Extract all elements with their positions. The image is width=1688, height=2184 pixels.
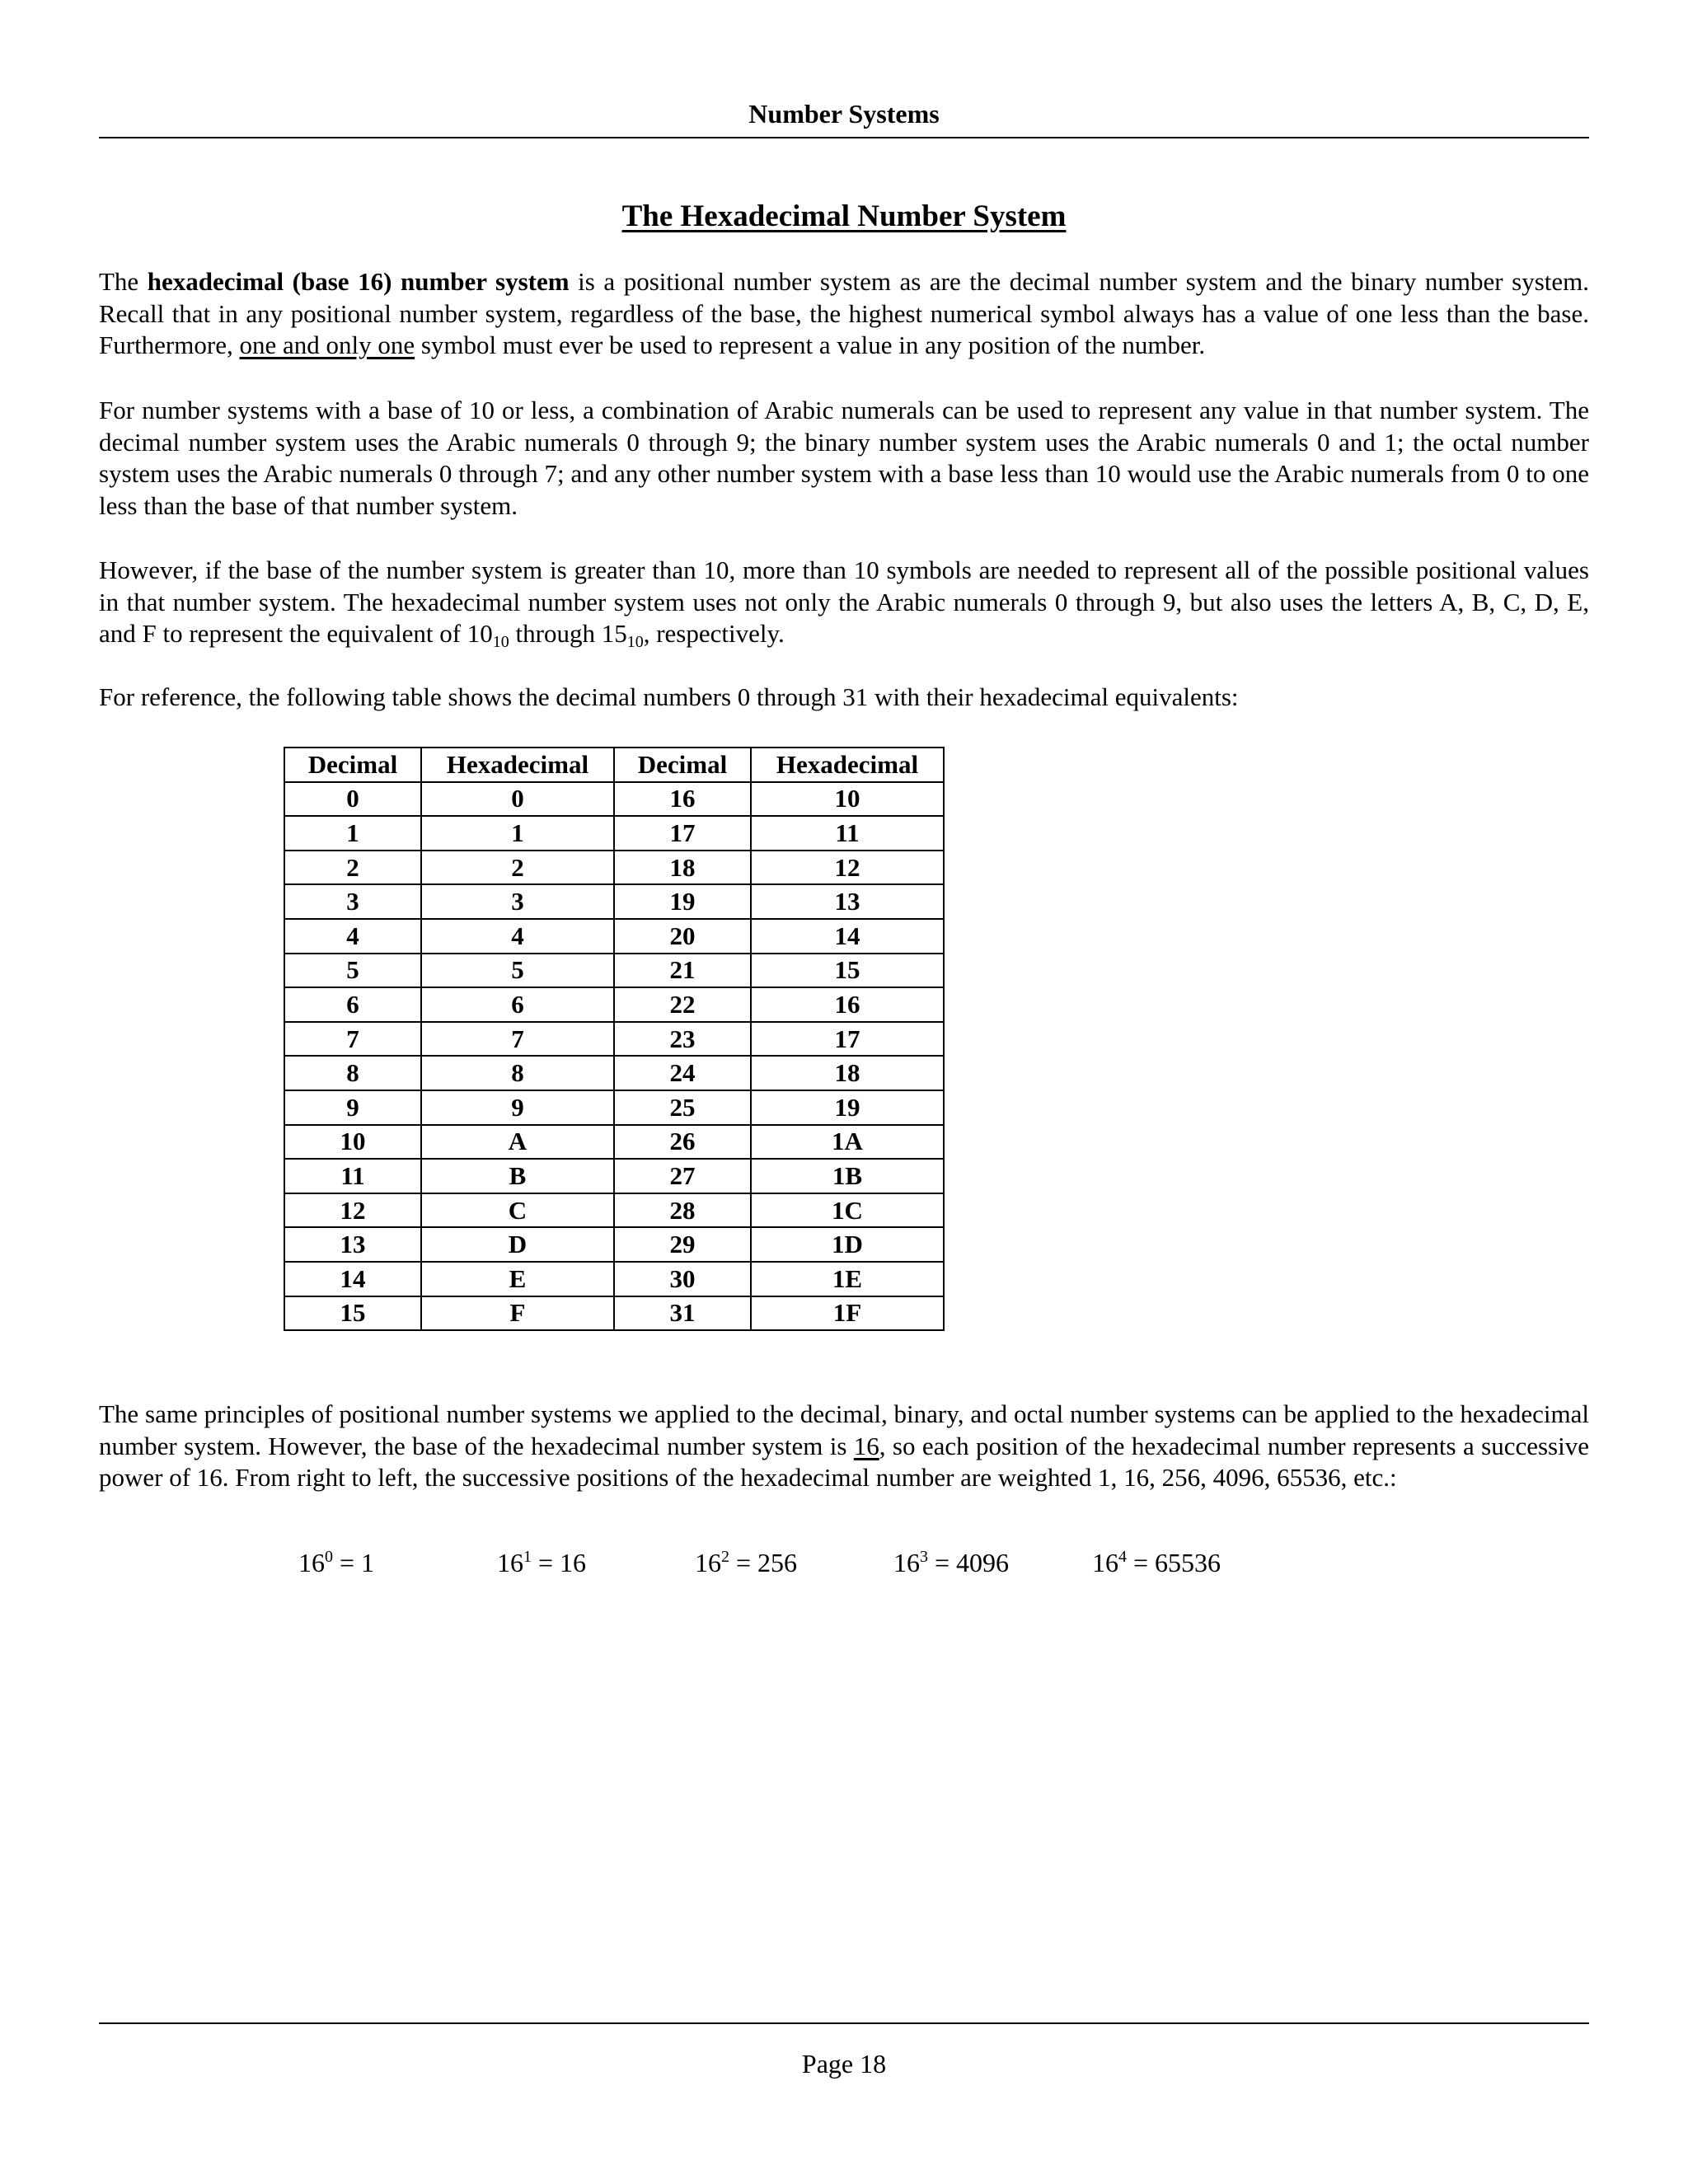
footer-rule (99, 2022, 1589, 2024)
weights-text-1: The same principles of positional number systems we applied to the decimal, binary, and octal number systems can be applied to the hexadecimal number system. However, the base of the hexadecimal number system is (99, 1399, 1589, 1460)
table-cell: 14 (284, 1262, 421, 1296)
column-header: Hexadecimal (751, 748, 944, 782)
table-cell: 1D (751, 1227, 944, 1262)
table-row (284, 1022, 944, 1057)
table-row (284, 1227, 944, 1262)
subscript-base-1: 10 (492, 633, 509, 651)
table-row (284, 987, 944, 1022)
table-cell: 4 (284, 919, 421, 954)
table-row (284, 816, 944, 851)
power-base: 16 (695, 1548, 721, 1577)
power-value: = 256 (729, 1548, 798, 1577)
intro-text-2: is a positional number system as are the decimal number system and the binary number system. Recall that in any positional number system, regardless of the base, the highest numerical symbol always has a value of one less than the base. Furthermore, (99, 267, 1589, 359)
table-row (284, 1056, 944, 1090)
power-of-16-term (1092, 1546, 1221, 1579)
table-cell: 18 (614, 851, 751, 885)
page-title: The Hexadecimal Number System (621, 199, 1067, 233)
table-cell: B (421, 1159, 614, 1193)
power-exponent: 0 (325, 1548, 333, 1566)
table-cell: 8 (284, 1056, 421, 1090)
table-cell: 21 (614, 954, 751, 988)
table-cell: 13 (284, 1227, 421, 1262)
table-cell: 23 (614, 1022, 751, 1057)
table-cell: 7 (421, 1022, 614, 1057)
table-cell: 19 (614, 884, 751, 919)
table-cell: 3 (284, 884, 421, 919)
letters-text-3: , respectively. (643, 619, 785, 648)
intro-text-3: symbol must ever be used to represent a value in any position of the number. (415, 330, 1206, 359)
table-row (284, 1090, 944, 1125)
power-base: 16 (497, 1548, 523, 1577)
power-base: 16 (298, 1548, 325, 1577)
table-cell: 1A (751, 1125, 944, 1160)
power-base: 16 (893, 1548, 920, 1577)
table-cell: 14 (751, 919, 944, 954)
table-cell: 22 (614, 987, 751, 1022)
table-cell: 27 (614, 1159, 751, 1193)
table-cell: 6 (421, 987, 614, 1022)
table-cell: 19 (751, 1090, 944, 1125)
table-row (284, 884, 944, 919)
table-cell: 20 (614, 919, 751, 954)
column-header: Hexadecimal (421, 748, 614, 782)
table-cell: 0 (421, 782, 614, 817)
power-exponent: 2 (721, 1548, 729, 1566)
page-number: Page 18 (801, 2049, 887, 2079)
table-cell: 5 (421, 954, 614, 988)
positional-weights-paragraph (99, 1399, 1589, 1494)
table-row (284, 919, 944, 954)
letters-paragraph (99, 555, 1589, 650)
table-row (284, 1193, 944, 1228)
table-cell: 2 (284, 851, 421, 885)
table-row (284, 954, 944, 988)
power-of-16-term (497, 1546, 586, 1579)
arabic-numerals-paragraph: For number systems with a base of 10 or less, a combination of Arabic numerals can be used to represent any value in that number system. The decimal number system uses the Arabic numerals 0 through 9; the binary number system uses the Arabic numerals 0 and 1; the octal number system uses the Arabic numerals 0 through 7; and any other number system with a base less than 10 would use the Arabic numerals from 0 to one less than the base of that number system. (99, 396, 1589, 520)
power-value: = 65536 (1127, 1548, 1221, 1577)
table-cell: 2 (421, 851, 614, 885)
table-cell: 10 (751, 782, 944, 817)
table-cell: 1B (751, 1159, 944, 1193)
letters-text-2: through 15 (509, 619, 627, 648)
table-cell: 15 (284, 1296, 421, 1331)
table-cell: F (421, 1296, 614, 1331)
table-cell: 25 (614, 1090, 751, 1125)
table-cell: 1E (751, 1262, 944, 1296)
table-row (284, 851, 944, 885)
table-cell: 9 (284, 1090, 421, 1125)
table-cell: 7 (284, 1022, 421, 1057)
power-value: = 4096 (928, 1548, 1010, 1577)
table-cell: 29 (614, 1227, 751, 1262)
table-cell: 1F (751, 1296, 944, 1331)
table-cell: 4 (421, 919, 614, 954)
table-cell: 24 (614, 1056, 751, 1090)
power-value: = 1 (333, 1548, 375, 1577)
power-exponent: 1 (523, 1548, 532, 1566)
table-cell: D (421, 1227, 614, 1262)
intro-bold-term: hexadecimal (base 16) number system (147, 267, 570, 296)
table-body (284, 782, 944, 1331)
intro-paragraph (99, 266, 1589, 362)
table-cell: 5 (284, 954, 421, 988)
table-intro-paragraph: For reference, the following table shows the decimal numbers 0 through 31 with their hexadecimal equivalents: (99, 682, 1239, 711)
table-cell: 9 (421, 1090, 614, 1125)
table-cell: 15 (751, 954, 944, 988)
table-cell: 31 (614, 1296, 751, 1331)
table-cell: 3 (421, 884, 614, 919)
table-cell: 26 (614, 1125, 751, 1160)
table-cell: 8 (421, 1056, 614, 1090)
table-cell: 11 (751, 816, 944, 851)
power-of-16-term (298, 1546, 374, 1579)
header-rule (99, 137, 1589, 138)
table-cell: 1C (751, 1193, 944, 1228)
base-sixteen-underlined: 16 (853, 1431, 879, 1460)
table-row (284, 782, 944, 817)
intro-text-1: The (99, 267, 148, 296)
column-header: Decimal (614, 748, 751, 782)
power-exponent: 3 (920, 1548, 928, 1566)
table-cell: 18 (751, 1056, 944, 1090)
table-cell: 28 (614, 1193, 751, 1228)
table-cell: 1 (284, 816, 421, 851)
table-cell: E (421, 1262, 614, 1296)
table-cell: 0 (284, 782, 421, 817)
table-header-row (284, 748, 944, 782)
power-of-16-term (695, 1546, 797, 1579)
table-row (284, 1296, 944, 1331)
power-value: = 16 (532, 1548, 587, 1577)
table-cell: 30 (614, 1262, 751, 1296)
intro-underlined-phrase: one and only one (239, 330, 415, 359)
table-cell: A (421, 1125, 614, 1160)
table-cell: 6 (284, 987, 421, 1022)
table-cell: 17 (751, 1022, 944, 1057)
table-cell: 16 (751, 987, 944, 1022)
table-cell: 17 (614, 816, 751, 851)
power-base: 16 (1092, 1548, 1118, 1577)
running-header: Number Systems (748, 99, 940, 129)
table-cell: 10 (284, 1125, 421, 1160)
table-cell: 12 (751, 851, 944, 885)
weights-text-2: , so each position of the hexadecimal number represents a successive power of 16. From right to left, the successive positions of the hexadecimal number are weighted 1, 16, 256, 4096, 65536, etc.: (99, 1431, 1589, 1492)
table-row (284, 1262, 944, 1296)
power-exponent: 4 (1118, 1548, 1127, 1566)
table-cell: 16 (614, 782, 751, 817)
table-cell: 13 (751, 884, 944, 919)
table-cell: 11 (284, 1159, 421, 1193)
table-cell: 1 (421, 816, 614, 851)
subscript-base-2: 10 (626, 633, 644, 651)
table-row (284, 1159, 944, 1193)
power-of-16-term (893, 1546, 1009, 1579)
decimal-hex-table (284, 747, 945, 1331)
table-cell: C (421, 1193, 614, 1228)
column-header: Decimal (284, 748, 421, 782)
table-cell: 12 (284, 1193, 421, 1228)
table-row (284, 1125, 944, 1160)
letters-text-1: However, if the base of the number system is greater than 10, more than 10 symbols are needed to represent all of the possible positional values in that number system. The hexadecimal number system uses not only the Arabic numerals 0 through 9, but also uses the letters A, B, C, D, E, and F to represent the equivalent of 10 (99, 555, 1589, 648)
